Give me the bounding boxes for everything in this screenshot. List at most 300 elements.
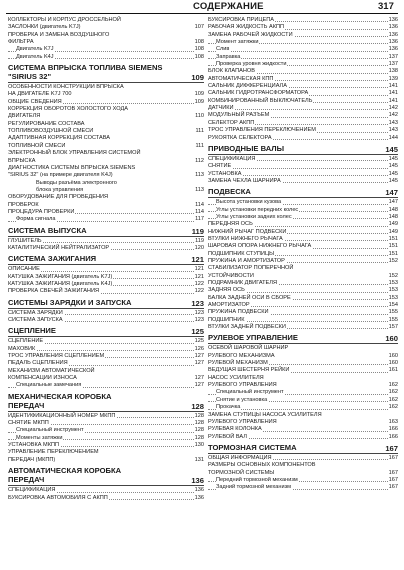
toc-entry-title: ОБЩИЕ СВЕДЕНИЯ (8, 98, 62, 105)
toc-page-number: 108 (194, 53, 204, 60)
toc-entry (208, 68, 398, 75)
toc-entry-title: ПРУЖИНА ПОДВЕСКИ (208, 309, 269, 316)
toc-section-heading (208, 443, 398, 454)
toc-entry-title: ПЕРЕДАЧ (8, 400, 45, 410)
toc-entry-title: СЦЕПЛЕНИЕ (8, 338, 44, 345)
toc-page-number: 152 (388, 272, 398, 279)
toc-entry-title: САЛЬНИК ДИФФЕРЕНЦИАЛА (208, 83, 287, 90)
toc-page-number: 160 (385, 334, 398, 344)
toc-page-number: 155 (388, 309, 398, 316)
toc-page-number: 127 (194, 375, 204, 382)
toc-page-number: 130 (194, 442, 204, 449)
toc-entry-title: СИСТЕМА ЗАЖИГАНИЯ (8, 254, 97, 264)
toc-entry-title: КАТАЛИТИЧЕСКИЙ НЕЙТРАЛИЗАТОР (8, 244, 110, 251)
toc-entry (8, 91, 204, 98)
toc-entry-title: Специальный инструмент (16, 427, 84, 434)
toc-page-number: 137 (388, 61, 398, 68)
toc-subentry (208, 39, 398, 46)
toc-entry (208, 426, 398, 433)
toc-entry (208, 24, 398, 31)
toc-entry-title: СПЕЦИФИКАЦИЯ (8, 487, 56, 494)
toc-page-number: 145 (388, 170, 398, 177)
toc-section-heading (8, 466, 204, 475)
toc-page-number: 127 (194, 360, 204, 367)
toc-entry (8, 24, 204, 31)
toc-section-heading (8, 226, 204, 237)
toc-entry-title: ДИАГНОСТИКА СИСТЕМЫ ВПРЫСКА SIEMENS (8, 164, 136, 171)
toc-section-heading (8, 401, 204, 412)
toc-page-number: 154 (388, 302, 398, 309)
toc-entry (8, 346, 204, 353)
toc-entry-title: РУЛЕВОГО УПРАВЛЕНИЯ (208, 382, 277, 389)
toc-entry (208, 287, 398, 294)
toc-entry (208, 135, 398, 142)
toc-page-number: 149 (388, 228, 398, 235)
toc-entry-title: ГЛУШИТЕЛЬ (8, 237, 42, 244)
toc-entry (208, 251, 398, 258)
toc-entry-title: ОСОБЕННОСТИ КОНСТРУКЦИИ ВПРЫСКА (8, 84, 124, 91)
toc-subentry (208, 404, 398, 411)
toc-entry-title: КАТУШКА ЗАЖИГАНИЯ (двигатель K7J) (8, 273, 113, 280)
toc-entry-title: РУЛЕВОГО МЕХАНИЗМА (208, 352, 275, 359)
toc-entry-title: ОСЕВОЙ ШАРОВОЙ ШАРНИР (208, 345, 289, 352)
toc-entry (208, 243, 398, 250)
toc-entry-title: КАТУШКА ЗАЖИГАНИЯ (двигатель K4J) (8, 280, 113, 287)
toc-entry (208, 171, 398, 178)
toc-section-heading (208, 333, 398, 344)
toc-page-number: 151 (388, 243, 398, 250)
toc-entry-title: БУКСИРОВКА АВТОМОБИЛЯ С АКПП (8, 494, 108, 501)
toc-entry (8, 274, 204, 281)
toc-entry-title: ЗАДНЯЯ ОСЬ (208, 287, 245, 294)
toc-page-number: 138 (388, 68, 398, 75)
toc-entry-title: РУЛЕВОЙ МЕХАНИЗМ (208, 360, 268, 367)
toc-entry-title: РУКОЯТКА СЕЛЕКТОРА (208, 134, 272, 141)
dot-leader (208, 51, 390, 52)
toc-entry-title: Двигатель K4J (16, 53, 54, 60)
toc-page-number: 121 (194, 273, 204, 280)
toc-page-number: 142 (388, 105, 398, 112)
toc-page-number: 131 (194, 456, 204, 463)
toc-page-number: 136 (388, 46, 398, 53)
toc-entry (8, 172, 204, 179)
toc-subentry (208, 389, 398, 396)
toc-entry (8, 238, 204, 245)
toc-entry-title: блока управления (36, 186, 84, 193)
toc-entry-title: ОБОРУДОВАНИЕ ДЛЯ ПРОВЕДЕНИЯ (8, 194, 109, 201)
toc-entry (8, 449, 204, 456)
toc-subentry (8, 180, 204, 187)
toc-entry-title: Специальный инструмент (216, 389, 284, 396)
toc-page-number: 162 (388, 382, 398, 389)
toc-entry-title: ВТУЛКИ ЗАДНЕЙ ПОДВЕСКИ (208, 324, 286, 331)
toc-entry (208, 127, 398, 134)
toc-entry-title: ИДЕНТИФИКАЦИОННЫЙ НОМЕР МКПП (8, 412, 116, 419)
toc-page-number: 145 (385, 144, 398, 154)
toc-entry-title: МАХОВИК (8, 345, 36, 352)
toc-entry (8, 113, 204, 120)
toc-page-number: 119 (195, 237, 204, 244)
toc-entry (208, 90, 398, 97)
toc-page-number: 162 (388, 396, 398, 403)
toc-page-number: 113 (195, 172, 204, 179)
toc-entry-title: Заправка (216, 53, 241, 60)
toc-entry-title: Моменты затяжки (16, 434, 63, 441)
toc-entry (208, 353, 398, 360)
toc-entry-title: НА ДВИГАТЕЛЕ K7J 700 (8, 91, 72, 98)
toc-page-number: 125 (191, 327, 204, 337)
toc-entry-title: ПРИВОДНЫЕ ВАЛЫ (208, 143, 285, 153)
toc-entry-title: СИСТЕМА ЗАРЯДКИ (8, 309, 63, 316)
toc-entry-title: ЭЛЕКТРОННЫЙ БЛОК УПРАВЛЕНИЯ СИСТЕМОЙ (8, 150, 141, 157)
toc-page-number: 167 (388, 476, 398, 483)
page-title: СОДЕРЖАНИЕ (193, 1, 264, 12)
toc-entry (208, 295, 398, 302)
toc-entry-title: ПЕРЕДНЯЯ ОСЬ (208, 221, 253, 228)
toc-page-number: 142 (388, 112, 398, 119)
toc-entry-title: ПРУЖИНА И АМОРТИЗАТОР (208, 257, 285, 264)
toc-subentry (8, 382, 204, 389)
toc-page-number: 145 (388, 163, 398, 170)
toc-entry-title: СПЕЦИФИКАЦИЯ (208, 155, 256, 162)
toc-page-number: 157 (388, 324, 398, 331)
toc-section-heading (208, 187, 398, 198)
toc-page-number: 122 (194, 288, 204, 295)
toc-entry-title: СНЯТИЕ МКПП (8, 420, 49, 427)
toc-entry (8, 413, 204, 420)
toc-section-heading (8, 298, 204, 309)
toc-section-heading (8, 326, 204, 337)
page-number: 317 (378, 1, 394, 12)
toc-page-number: 145 (388, 177, 398, 184)
toc-entry-title: Задний тормозной механизм (216, 484, 292, 491)
toc-entry-title: УСТОЙЧИВОСТИ (208, 272, 254, 279)
toc-page-number: 128 (194, 427, 204, 434)
toc-page-number: 162 (388, 389, 398, 396)
toc-page-number: 122 (194, 280, 204, 287)
toc-entry-title: КОРРЕКЦИЯ ОБОРОТОВ ХОЛОСТОГО ХОДА (8, 106, 128, 113)
toc-entry-title: ЗАМЕНА ЧЕХЛА ШАРНИРА (208, 177, 281, 184)
toc-entry-title: ВПРЫСКА (8, 157, 36, 164)
toc-section-heading (8, 254, 204, 265)
toc-page-number: 121 (194, 266, 204, 273)
toc-entry-title: КОМБИНИРОВАННЫЙ ВЫКЛЮЧАТЕЛЬ (208, 97, 313, 104)
toc-entry-title: АДАПТИВНАЯ КОРРЕКЦИЯ СОСТАВА (8, 135, 111, 142)
toc-page-number: 141 (388, 83, 398, 90)
toc-page-number: 128 (194, 420, 204, 427)
toc-page-number: 109 (194, 98, 204, 105)
toc-page-number: 125 (194, 338, 204, 345)
toc-entry-title: ЗАМЕНА РАБОЧЕЙ ЖИДКОСТИ (208, 31, 293, 38)
toc-entry (8, 135, 204, 142)
dot-leader (208, 168, 390, 169)
toc-entry-title: КОМПЕНСАЦИИ ИЗНОСА (8, 375, 77, 382)
toc-page-number: 167 (385, 443, 398, 453)
toc-page-number: 167 (388, 469, 398, 476)
toc-entry (8, 202, 204, 209)
toc-entry-title: Углы установки задних колес (216, 213, 292, 220)
toc-entry (208, 98, 398, 105)
toc-entry (8, 245, 204, 252)
dot-leader (208, 109, 390, 110)
toc-entry-title: РЕГУЛИРОВАНИЕ СОСТАВА (8, 120, 85, 127)
toc-entry (208, 462, 398, 469)
toc-entry-title: ТОПЛИВНОЙ СМЕСИ (8, 142, 66, 149)
toc-entry-title: БЛОК КЛАПАНОВ (208, 68, 255, 75)
toc-entry-title: ТОРМОЗНОЙ СИСТЕМЫ (208, 469, 275, 476)
toc-page-number: 141 (388, 97, 398, 104)
toc-entry-title: ЗАМЕНА СТУПИЦЫ НАСОСА УСИЛИТЕЛЯ (208, 411, 322, 418)
toc-page-number: 143 (388, 119, 398, 126)
toc-entry-title: РУЛЕВОЙ ВАЛ (208, 433, 247, 440)
toc-column-left (8, 17, 204, 502)
toc-entry-title: КОЛЛЕКТОРЫ И КОРПУС ДРОССЕЛЬНОЙ (8, 17, 121, 23)
toc-entry-title: АМОРТИЗАТОР (208, 302, 250, 309)
toc-page-number: 123 (194, 309, 204, 316)
toc-column-right (208, 17, 398, 492)
toc-section-heading (8, 392, 204, 401)
toc-entry-title: РАБОЧАЯ ЖИДКОСТЬ АКПП (208, 24, 285, 31)
toc-entry-title: ПОДШИПНИК (208, 316, 245, 323)
toc-page-number: 147 (388, 199, 398, 206)
toc-entry-title: ПОДРАМНИК ДВИГАТЕЛЯ (208, 280, 278, 286)
toc-page-number: 128 (194, 434, 204, 441)
toc-page-number: 167 (388, 454, 398, 461)
toc-entry (8, 99, 204, 106)
toc-entry-title: Двигатель K7J (16, 46, 54, 53)
toc-entry (208, 309, 398, 316)
toc-entry-title: РАЗМЕРЫ ОСНОВНЫХ КОМПОНЕНТОВ (208, 462, 316, 469)
toc-entry (208, 273, 398, 280)
toc-subentry (8, 216, 204, 223)
toc-page-number: 123 (191, 298, 204, 308)
toc-entry-title: ШАРОВАЯ ОПОРА НИЖНЕГО РЫЧАГА (208, 243, 312, 250)
toc-page-number: 139 (388, 75, 398, 82)
toc-entry (8, 457, 204, 464)
toc-page-number: 136 (388, 31, 398, 38)
toc-entry-title: Проверка уровня жидкости (216, 61, 287, 68)
toc-subentry (8, 46, 204, 53)
toc-page-number: 163 (388, 418, 398, 425)
toc-entry (8, 368, 204, 375)
toc-entry-title: СНЯТИЕ (208, 163, 232, 170)
toc-entry (8, 266, 204, 273)
toc-page-number: 107 (194, 24, 204, 31)
toc-page-number: 166 (388, 426, 398, 433)
toc-page-number: 117 (195, 216, 204, 223)
toc-entry-title: ПОДВЕСКА (208, 187, 251, 197)
toc-entry-title: СТАБИЛИЗАТОР ПОПЕРЕЧНОЙ (208, 265, 294, 272)
toc-entry-title: УПРАВЛЕНИЕ ПЕРЕКЛЮЧЕНИЕМ (8, 449, 99, 456)
toc-entry-title: Выводы разъёма электронного (36, 179, 117, 186)
toc-entry-title: ОПИСАНИЕ (8, 266, 40, 273)
toc-page-number: 111 (195, 128, 204, 135)
toc-entry-title: ФИЛЬТРА (8, 39, 34, 46)
toc-page-number: 143 (388, 127, 398, 134)
toc-entry-title: УСТАНОВКА (208, 170, 242, 177)
toc-entry (208, 265, 398, 272)
toc-entry-title: Снятие и установка (216, 396, 268, 403)
toc-entry-title: "SIRIUS 32" (на примере двигателя K4J) (8, 172, 113, 179)
toc-page-number: 127 (194, 353, 204, 360)
toc-entry-title: МОДУЛЬНЫЙ РАЗЪЕМ (208, 112, 270, 119)
toc-subentry (8, 427, 204, 434)
toc-entry-title: ПРОВЕРКА И ЗАМЕНА ВОЗДУШНОГО (8, 31, 110, 38)
toc-entry-title: ОБЩАЯ ИНФОРМАЦИЯ (208, 454, 272, 461)
toc-page-number: 166 (388, 433, 398, 440)
toc-entry (208, 434, 398, 441)
toc-entry (208, 32, 398, 39)
toc-entry-title: ДАТЧИКИ (208, 105, 234, 112)
toc-page-number: 123 (194, 317, 204, 323)
toc-entry (208, 156, 398, 163)
toc-section-heading (8, 72, 204, 83)
toc-subentry (208, 199, 398, 206)
toc-entry-title: СЦЕПЛЕНИЕ (8, 326, 56, 336)
toc-entry-title: МЕХАНИЗМ АВТОМАТИЧЕСКОЙ (8, 367, 95, 374)
toc-subentry (208, 54, 398, 61)
toc-entry (8, 338, 204, 345)
toc-subentry (208, 207, 398, 214)
toc-entry-title: ПРОВЕРКА СВЕЧЕЙ ЗАЖИГАНИЯ (8, 288, 100, 295)
toc-entry (208, 345, 398, 352)
toc-entry-title: СИСТЕМА ВЫПУСКА (8, 225, 87, 235)
toc-entry-title: Передний тормозной механизм (216, 476, 298, 483)
toc-entry-title: ТОРМОЗНАЯ СИСТЕМА (208, 442, 297, 452)
toc-entry (208, 324, 398, 331)
toc-entry (8, 150, 204, 157)
toc-entry-title: ТРОС УПРАВЛЕНИЯ СЦЕПЛЕНИЕМ (8, 353, 105, 360)
toc-page-number: 151 (388, 235, 398, 242)
toc-entry-title: НИЖНИЙ РЫЧАГ ПОДВЕСКИ (208, 228, 287, 235)
toc-page-number: 144 (388, 134, 398, 141)
toc-page-number: 114 (195, 201, 204, 208)
toc-subentry (208, 46, 398, 53)
toc-entry-title: ВТУЛКИ НИЖНЕГО РЫЧАГА (208, 235, 283, 242)
toc-page-number: 153 (388, 287, 398, 294)
toc-entry (208, 412, 398, 419)
toc-entry-title: ЗАСЛОНКИ (двигатель K7J) (8, 24, 81, 31)
toc-entry-title: СЕЛЕКТОР АКПП (208, 119, 255, 126)
toc-entry-title: ВЕДУЩАЯ ШЕСТЕРНЯ РЕЙКИ (208, 367, 290, 374)
toc-entry (208, 163, 398, 170)
dot-leader (8, 350, 196, 351)
toc-entry (208, 229, 398, 236)
toc-page-number: 108 (194, 39, 204, 46)
toc-entry-title: Специальные замечания (16, 382, 82, 389)
toc-page-number: 121 (191, 255, 204, 265)
toc-entry-title: Момент затяжки (216, 39, 259, 46)
toc-page-number: 137 (388, 53, 398, 60)
header-rule (6, 13, 398, 14)
toc-entry-title: БАЛКА ЗАДНЕЙ ОСИ В СБОРЕ (208, 294, 291, 301)
toc-entry-title: СИСТЕМЫ ЗАРЯДКИ И ЗАПУСКА (8, 297, 132, 307)
toc-entry (208, 112, 398, 119)
toc-entry-title: Слив (216, 46, 230, 53)
page-header (0, 0, 404, 14)
toc-page-number: 128 (194, 412, 204, 419)
toc-page-number: 112 (195, 157, 204, 164)
toc-page-number: 145 (388, 155, 398, 162)
toc-section-heading (8, 63, 204, 72)
toc-page-number: 126 (194, 345, 204, 352)
toc-entry-title: Прокачка (216, 404, 241, 411)
toc-entry-title: РУЛЕВАЯ КОЛОНКА (208, 426, 262, 433)
toc-entry (8, 317, 204, 324)
toc-entry (8, 495, 204, 502)
toc-page-number: 160 (388, 360, 398, 367)
toc-page-number: 152 (388, 257, 398, 264)
toc-page-number: 148 (388, 213, 398, 220)
toc-page-number: 155 (388, 316, 398, 323)
toc-entry-title: АВТОМАТИЧЕСКАЯ КПП (208, 75, 274, 82)
toc-page-number: 114 (195, 208, 204, 215)
toc-entry (208, 470, 398, 477)
toc-page-number: 136 (194, 494, 204, 501)
toc-page-number: 161 (388, 367, 398, 374)
toc-page-number: 160 (388, 352, 398, 359)
toc-page-number: 136 (191, 476, 204, 486)
toc-page-number: 113 (195, 186, 204, 193)
toc-entry-title: РУЛЕВОГО УПРАВЛЕНИЯ (208, 418, 277, 425)
toc-entry-title: САЛЬНИК ГИДРОТРАНСФОРМАТОРА (208, 90, 309, 97)
toc-entry-title: ПЕРЕДАЧ (8, 475, 45, 485)
toc-page-number: 111 (195, 142, 204, 149)
toc-entry (8, 487, 204, 494)
toc-page-number: 153 (388, 294, 398, 301)
toc-entry-title: "SIRIUS 32" (8, 72, 52, 82)
toc-entry-title: РУЛЕВОЕ УПРАВЛЕНИЕ (208, 333, 298, 343)
toc-subentry (208, 484, 398, 491)
toc-page-number: 153 (388, 280, 398, 286)
toc-entry-title: МЕХАНИЧЕСКАЯ КОРОБКА (8, 391, 112, 401)
toc-page-number: 119 (191, 226, 204, 236)
toc-entry (8, 158, 204, 165)
toc-page-number: 136 (388, 24, 398, 31)
toc-entry-title: Углы установки передних колес (216, 206, 299, 213)
toc-entry-title: СИСТЕМА ЗАПУСКА (8, 317, 63, 323)
toc-page-number: 128 (191, 401, 204, 411)
toc-page-number: 136 (388, 39, 398, 46)
toc-page-number: 167 (388, 484, 398, 491)
toc-page-number: 108 (194, 46, 204, 53)
toc-page-number: 162 (388, 404, 398, 411)
toc-entry (208, 76, 398, 83)
toc-entry-title: ТРОС УПРАВЛЕНИЯ ПЕРЕКЛЮЧЕНИЕМ (208, 127, 316, 134)
toc-entry-title: ТОПЛИВОВОЗДУШНОЙ СМЕСИ (8, 128, 94, 135)
toc-page-number: 147 (385, 188, 398, 198)
toc-subentry (8, 54, 204, 61)
toc-page-number: 110 (195, 113, 204, 120)
toc-entry-title: ПЕРЕДАЧ (МКПП) (8, 456, 56, 463)
toc-page-number: 148 (388, 206, 398, 213)
toc-entry-title: СИСТЕМА ВПРЫСКА ТОПЛИВА SIEMENS (8, 63, 163, 73)
toc-page-number: 109 (194, 91, 204, 98)
toc-entry (8, 310, 204, 317)
toc-page-number: 141 (388, 90, 398, 97)
toc-page-number: 136 (388, 17, 398, 23)
toc-page-number: 149 (388, 221, 398, 228)
toc-entry-title: ПРОЦЕДУРА ПРОВЕРКИ (8, 208, 75, 215)
toc-entry (8, 360, 204, 367)
toc-page-number: 109 (191, 73, 204, 83)
toc-page-number: 136 (194, 487, 204, 494)
toc-entry-title: Форма сигнала (16, 216, 56, 223)
toc-entry (208, 221, 398, 228)
toc-entry (8, 194, 204, 201)
toc-entry-title: АВТОМАТИЧЕСКАЯ КОРОБКА (8, 466, 122, 476)
toc-entry (208, 317, 398, 324)
